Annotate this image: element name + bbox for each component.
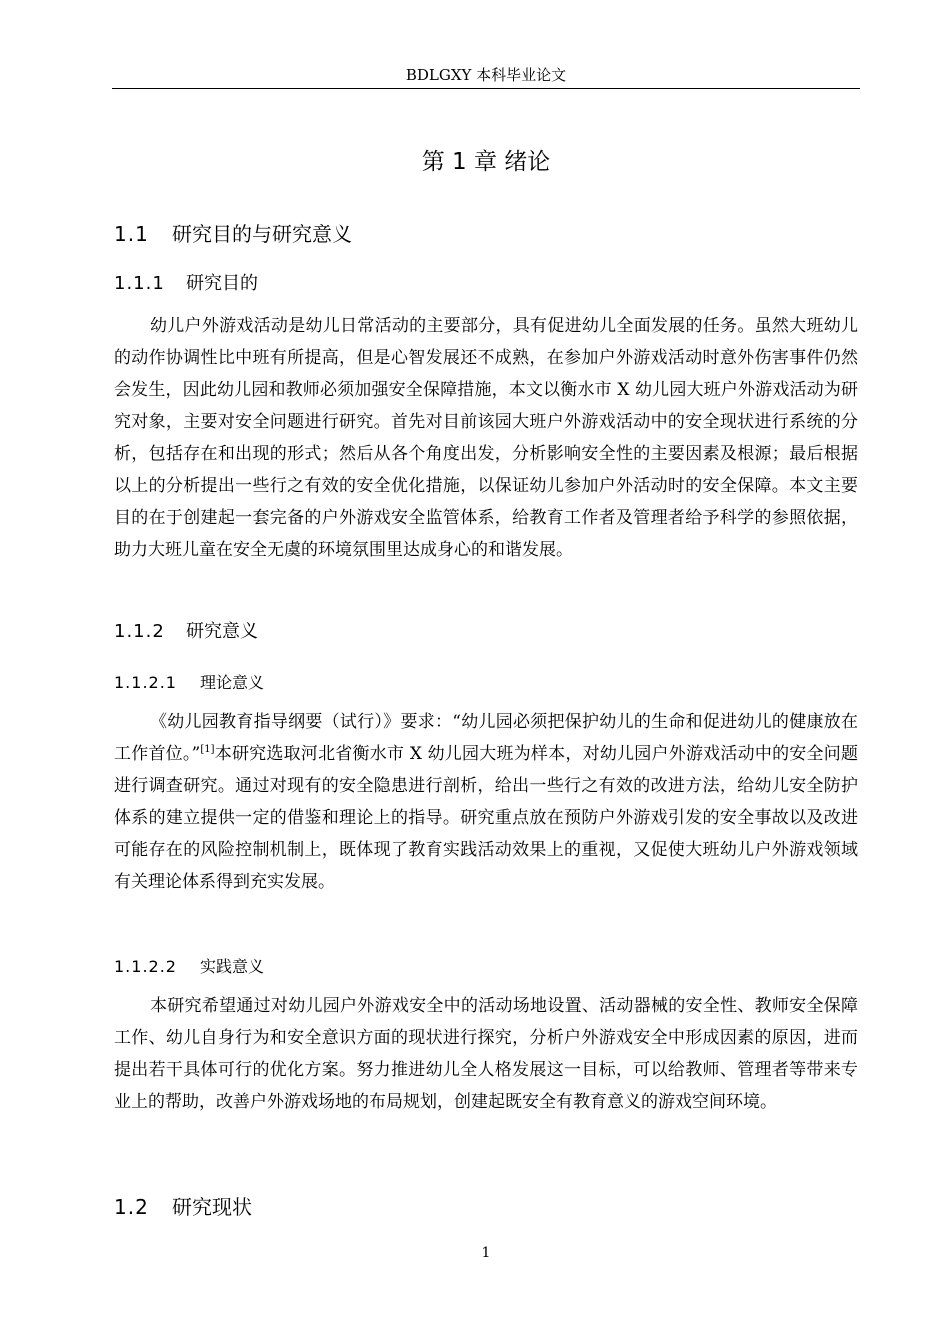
section-title: 研究目的与研究意义 (172, 222, 352, 246)
section-number: 1.1.2 (114, 621, 165, 642)
section-title: 研究现状 (172, 1195, 252, 1219)
chapter-title: 第 1 章 绪论 (421, 149, 551, 175)
section-number: 1.2 (114, 1195, 149, 1219)
section-heading-1-1-2-2 (114, 955, 264, 979)
citation-marker: [1] (200, 744, 215, 755)
running-header: BDLGXY 本科毕业论文 (405, 66, 567, 84)
header-rule (112, 88, 860, 89)
section-heading-1-1-2-1 (114, 671, 264, 695)
section-heading-1-1-2 (114, 619, 258, 645)
section-title: 实践意义 (200, 957, 265, 976)
section-number: 1.1.2.1 (114, 673, 177, 692)
section-heading-1-1 (114, 220, 352, 248)
paragraph-practical-significance: 本研究希望通过对幼儿园户外游戏安全中的活动场地设置、活动器械的安全性、教师安全保障工作、幼儿自身行为和安全意识方面的现状进行探究，分析户外游戏安全中形成因素的原因，进而提出若干具体可行的优化方案。努力推进幼儿全人格发展这一目标，可以给教师、管理者等带来专业上的帮助，改善户外游戏场地的布局规划，创建起既安全有教育意义的游戏空间环境。 (114, 996, 858, 1112)
section-number: 1.1.2.2 (114, 957, 177, 976)
section-title: 研究目的 (186, 273, 258, 294)
paragraph-text-after-citation: 本研究选取河北省衡水市 X 幼儿园大班为样本，对幼儿园户外游戏活动中的安全问题进行调查研究。通过对现有的安全隐患进行剖析，给出一些行之有效的改进方法，给幼儿安全防护体系的建立提供一定的借鉴和理论上的指导。研究重点放在预防户外游戏引发的安全事故以及改进可能存在的风险控制机制上，既体现了教育实践活动效果上的重视，又促使大班幼儿户外游戏领域有关理论体系得到充实发展。 (114, 744, 858, 892)
section-number: 1.1.1 (114, 273, 165, 294)
paragraph-research-purpose: 幼儿户外游戏活动是幼儿日常活动的主要部分，具有促进幼儿全面发展的任务。虽然大班幼儿的动作协调性比中班有所提高，但是心智发展还不成熟，在参加户外游戏活动时意外伤害事件仍然会发生，因此幼儿园和教师必须加强安全保障措施，本文以衡水市 X 幼儿园大班户外游戏活动为研究对象，主要对安全问题进行研究。首先对目前该园大班户外游戏活动中的安全现状进行系统的分析，包括存在和出现的形式；然后从各个角度出发，分析影响安全性的主要因素及根源；最后根据以上的分析提出一些行之有效的安全优化措施，以保证幼儿参加户外活动时的安全保障。本文主要目的在于创建起一套完备的户外游戏安全监管体系，给教育工作者及管理者给予科学的参照依据，助力大班儿童在安全无虞的环境氛围里达成身心的和谐发展。 (114, 316, 858, 560)
section-heading-1-1-1 (114, 271, 258, 297)
section-title: 理论意义 (200, 673, 265, 692)
section-heading-1-2 (114, 1193, 252, 1221)
section-number: 1.1 (114, 222, 149, 246)
paragraph-text-before-citation: 《幼儿园教育指导纲要（试行）》要求：“幼儿园必须把保护幼儿的生命和促进幼儿的健康放在工作首位。” (114, 712, 858, 764)
paragraph-theoretical-significance (114, 706, 858, 898)
section-title: 研究意义 (186, 621, 258, 642)
page-number: 1 (481, 1245, 491, 1261)
